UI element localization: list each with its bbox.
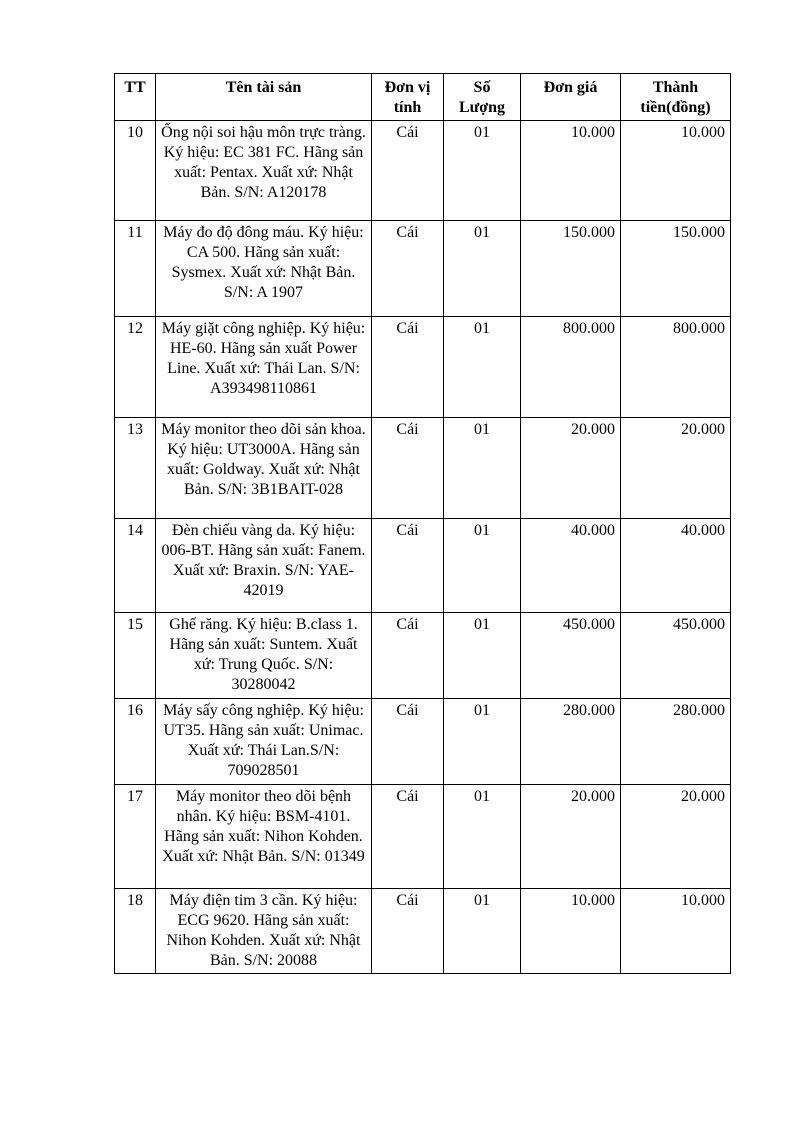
table-row — [115, 699, 731, 785]
cell-tt: 11 — [115, 221, 156, 317]
cell-unit-price: 10.000 — [521, 889, 621, 974]
cell-asset-name: Máy sấy công nghiệp. Ký hiệu: UT35. Hãng sản xuất: Unimac. Xuất xứ: Thái Lan.S/N: 709028501 — [156, 699, 372, 785]
cell-unit: Cái — [372, 613, 444, 699]
cell-asset-name: Đèn chiếu vàng da. Ký hiệu: 006-BT. Hãng sản xuất: Fanem. Xuất xứ: Braxin. S/N: YAE-42019 — [156, 519, 372, 613]
cell-quantity: 01 — [444, 121, 521, 221]
cell-quantity: 01 — [444, 317, 521, 418]
cell-unit: Cái — [372, 418, 444, 519]
header-asset-name: Tên tài sản — [156, 74, 372, 121]
cell-quantity: 01 — [444, 699, 521, 785]
cell-unit-price: 10.000 — [521, 121, 621, 221]
cell-tt: 16 — [115, 699, 156, 785]
table-row — [115, 418, 731, 519]
cell-quantity: 01 — [444, 519, 521, 613]
cell-unit: Cái — [372, 699, 444, 785]
table-row — [115, 519, 731, 613]
cell-asset-name: Máy giặt công nghiệp. Ký hiệu: HE-60. Hãng sản xuất Power Line. Xuất xứ: Thái Lan. S/N: A393498110861 — [156, 317, 372, 418]
cell-unit-price: 150.000 — [521, 221, 621, 317]
cell-quantity: 01 — [444, 613, 521, 699]
table-body — [115, 121, 731, 974]
cell-quantity: 01 — [444, 889, 521, 974]
cell-unit-price: 280.000 — [521, 699, 621, 785]
cell-quantity: 01 — [444, 785, 521, 889]
cell-asset-name: Ống nội soi hậu môn trực tràng. Ký hiệu: EC 381 FC. Hãng sản xuất: Pentax. Xuất xứ: Nhật Bản. S/N: A120178 — [156, 121, 372, 221]
cell-total: 40.000 — [621, 519, 731, 613]
cell-unit: Cái — [372, 121, 444, 221]
table-row — [115, 221, 731, 317]
table-row — [115, 785, 731, 889]
cell-asset-name: Máy đo độ đông máu. Ký hiệu: CA 500. Hãng sản xuất: Sysmex. Xuất xứ: Nhật Bản. S/N: A 1907 — [156, 221, 372, 317]
cell-quantity: 01 — [444, 221, 521, 317]
cell-total: 150.000 — [621, 221, 731, 317]
cell-total: 10.000 — [621, 121, 731, 221]
cell-asset-name: Ghế răng. Ký hiệu: B.class 1. Hãng sản xuất: Suntem. Xuất xứ: Trung Quốc. S/N: 30280042 — [156, 613, 372, 699]
cell-total: 280.000 — [621, 699, 731, 785]
cell-unit-price: 800.000 — [521, 317, 621, 418]
cell-tt: 17 — [115, 785, 156, 889]
cell-unit: Cái — [372, 317, 444, 418]
table-row — [115, 121, 731, 221]
table-row — [115, 317, 731, 418]
table-row — [115, 889, 731, 974]
header-unit: Đơn vị tính — [372, 74, 444, 121]
cell-total: 450.000 — [621, 613, 731, 699]
header-quantity: Số Lượng — [444, 74, 521, 121]
cell-asset-name: Máy điện tim 3 cần. Ký hiệu: ECG 9620. Hãng sản xuất: Nihon Kohden. Xuất xứ: Nhật Bản. S/N: 20088 — [156, 889, 372, 974]
cell-quantity: 01 — [444, 418, 521, 519]
table-row — [115, 613, 731, 699]
cell-tt: 13 — [115, 418, 156, 519]
cell-asset-name: Máy monitor theo dõi bệnh nhân. Ký hiệu: BSM-4101. Hãng sản xuất: Nihon Kohden. Xuất xứ: Nhật Bản. S/N: 01349 — [156, 785, 372, 889]
table-header — [115, 74, 731, 121]
cell-unit: Cái — [372, 889, 444, 974]
cell-unit-price: 40.000 — [521, 519, 621, 613]
asset-table — [114, 73, 731, 974]
cell-tt: 14 — [115, 519, 156, 613]
cell-tt: 10 — [115, 121, 156, 221]
cell-total: 10.000 — [621, 889, 731, 974]
header-unit-price: Đơn giá — [521, 74, 621, 121]
cell-total: 800.000 — [621, 317, 731, 418]
cell-unit: Cái — [372, 785, 444, 889]
cell-unit: Cái — [372, 221, 444, 317]
cell-tt: 12 — [115, 317, 156, 418]
cell-tt: 15 — [115, 613, 156, 699]
cell-unit-price: 20.000 — [521, 418, 621, 519]
cell-total: 20.000 — [621, 418, 731, 519]
header-row — [115, 74, 731, 121]
cell-unit: Cái — [372, 519, 444, 613]
header-tt: TT — [115, 74, 156, 121]
cell-asset-name: Máy monitor theo dõi sản khoa. Ký hiệu: UT3000A. Hãng sản xuất: Goldway. Xuất xứ: Nhật Bản. S/N: 3B1BAIT-028 — [156, 418, 372, 519]
header-total: Thành tiền(đồng) — [621, 74, 731, 121]
cell-total: 20.000 — [621, 785, 731, 889]
cell-unit-price: 450.000 — [521, 613, 621, 699]
cell-tt: 18 — [115, 889, 156, 974]
cell-unit-price: 20.000 — [521, 785, 621, 889]
